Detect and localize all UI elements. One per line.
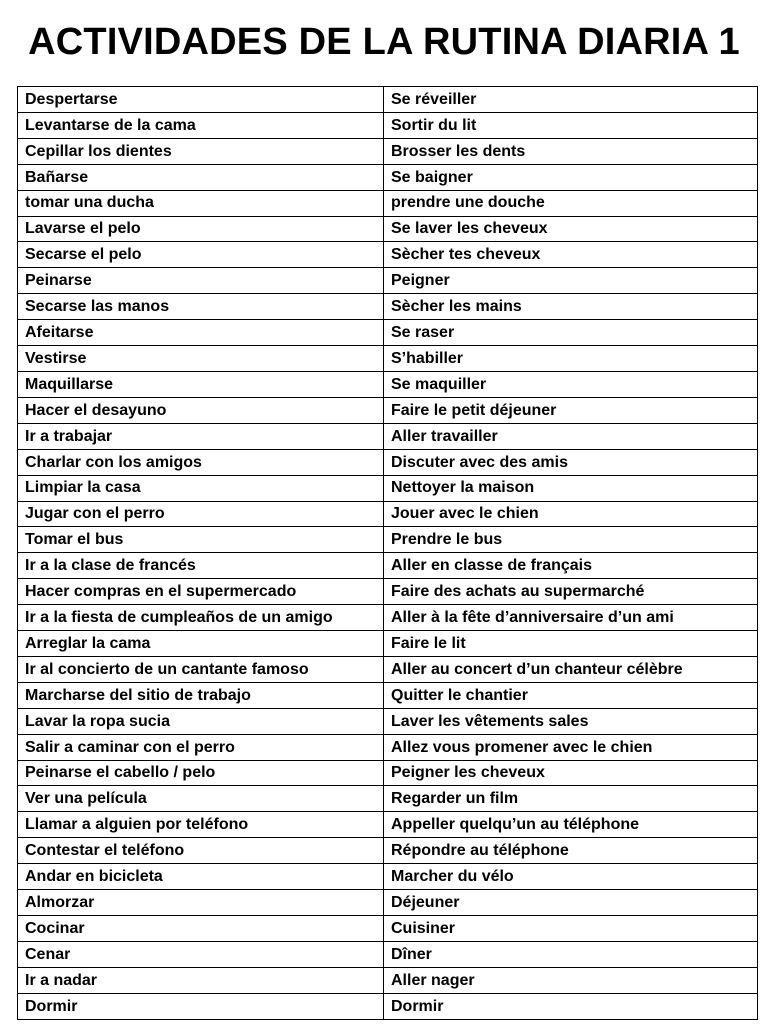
table-row — [18, 242, 758, 268]
table-row — [18, 346, 758, 372]
spanish-term-cell: Lavarse el pelo — [18, 216, 384, 242]
table-row — [18, 294, 758, 320]
page-title: ACTIVIDADES DE LA RUTINA DIARIA 1 — [28, 21, 740, 63]
french-term-cell: Sècher tes cheveux — [384, 242, 758, 268]
french-term-cell: Sècher les mains — [384, 294, 758, 320]
french-term-cell: Aller au concert d’un chanteur célèbre — [384, 656, 758, 682]
french-term-cell: Regarder un film — [384, 786, 758, 812]
table-row — [18, 268, 758, 294]
french-term-cell: S’habiller — [384, 346, 758, 372]
french-term-cell: Aller en classe de français — [384, 553, 758, 579]
french-term-cell: Peigner — [384, 268, 758, 294]
spanish-term-cell: Afeitarse — [18, 320, 384, 346]
table-row — [18, 216, 758, 242]
french-term-cell: Peigner les cheveux — [384, 760, 758, 786]
table-row — [18, 941, 758, 967]
table-row — [18, 138, 758, 164]
table-row — [18, 112, 758, 138]
french-term-cell: Se réveiller — [384, 87, 758, 113]
table-row — [18, 164, 758, 190]
table-row — [18, 864, 758, 890]
table-row — [18, 423, 758, 449]
spanish-term-cell: Ir al concierto de un cantante famoso — [18, 656, 384, 682]
spanish-term-cell: Ver una película — [18, 786, 384, 812]
spanish-term-cell: Limpiar la casa — [18, 475, 384, 501]
table-row — [18, 190, 758, 216]
spanish-term-cell: Hacer compras en el supermercado — [18, 579, 384, 605]
french-term-cell: Discuter avec des amis — [384, 449, 758, 475]
table-row — [18, 656, 758, 682]
table-row — [18, 890, 758, 916]
spanish-term-cell: Peinarse — [18, 268, 384, 294]
french-term-cell: Jouer avec le chien — [384, 501, 758, 527]
french-term-cell: Aller nager — [384, 967, 758, 993]
french-term-cell: Aller travailler — [384, 423, 758, 449]
table-row — [18, 320, 758, 346]
spanish-term-cell: Tomar el bus — [18, 527, 384, 553]
french-term-cell: Quitter le chantier — [384, 682, 758, 708]
table-row — [18, 838, 758, 864]
french-term-cell: Nettoyer la maison — [384, 475, 758, 501]
table-row — [18, 812, 758, 838]
spanish-term-cell: tomar una ducha — [18, 190, 384, 216]
spanish-term-cell: Dormir — [18, 993, 384, 1019]
table-row — [18, 786, 758, 812]
spanish-term-cell: Secarse las manos — [18, 294, 384, 320]
table-row — [18, 631, 758, 657]
spanish-term-cell: Contestar el teléfono — [18, 838, 384, 864]
french-term-cell: Laver les vêtements sales — [384, 708, 758, 734]
french-term-cell: Se raser — [384, 320, 758, 346]
french-term-cell: Faire le petit déjeuner — [384, 397, 758, 423]
table-row — [18, 605, 758, 631]
spanish-term-cell: Ir a la clase de francés — [18, 553, 384, 579]
spanish-term-cell: Bañarse — [18, 164, 384, 190]
french-term-cell: Se baigner — [384, 164, 758, 190]
spanish-term-cell: Hacer el desayuno — [18, 397, 384, 423]
french-term-cell: prendre une douche — [384, 190, 758, 216]
table-row — [18, 579, 758, 605]
french-term-cell: Marcher du vélo — [384, 864, 758, 890]
spanish-term-cell: Jugar con el perro — [18, 501, 384, 527]
french-term-cell: Déjeuner — [384, 890, 758, 916]
french-term-cell: Faire le lit — [384, 631, 758, 657]
spanish-term-cell: Secarse el pelo — [18, 242, 384, 268]
spanish-term-cell: Ir a nadar — [18, 967, 384, 993]
table-row — [18, 734, 758, 760]
spanish-term-cell: Salir a caminar con el perro — [18, 734, 384, 760]
table-row — [18, 501, 758, 527]
vocabulary-table — [17, 86, 758, 1020]
spanish-term-cell: Llamar a alguien por teléfono — [18, 812, 384, 838]
spanish-term-cell: Ir a la fiesta de cumpleaños de un amigo — [18, 605, 384, 631]
table-row — [18, 916, 758, 942]
table-row — [18, 708, 758, 734]
table-row — [18, 760, 758, 786]
table-row — [18, 371, 758, 397]
spanish-term-cell: Despertarse — [18, 87, 384, 113]
table-row — [18, 993, 758, 1019]
spanish-term-cell: Cepillar los dientes — [18, 138, 384, 164]
table-row — [18, 553, 758, 579]
french-term-cell: Se maquiller — [384, 371, 758, 397]
table-row — [18, 449, 758, 475]
french-term-cell: Prendre le bus — [384, 527, 758, 553]
spanish-term-cell: Arreglar la cama — [18, 631, 384, 657]
french-term-cell: Allez vous promener avec le chien — [384, 734, 758, 760]
french-term-cell: Se laver les cheveux — [384, 216, 758, 242]
spanish-term-cell: Vestirse — [18, 346, 384, 372]
french-term-cell: Brosser les dents — [384, 138, 758, 164]
spanish-term-cell: Marcharse del sitio de trabajo — [18, 682, 384, 708]
table-row — [18, 967, 758, 993]
spanish-term-cell: Almorzar — [18, 890, 384, 916]
french-term-cell: Dormir — [384, 993, 758, 1019]
spanish-term-cell: Lavar la ropa sucia — [18, 708, 384, 734]
table-row — [18, 397, 758, 423]
french-term-cell: Sortir du lit — [384, 112, 758, 138]
table-row — [18, 527, 758, 553]
table-row — [18, 87, 758, 113]
spanish-term-cell: Maquillarse — [18, 371, 384, 397]
french-term-cell: Aller à la fête d’anniversaire d’un ami — [384, 605, 758, 631]
spanish-term-cell: Ir a trabajar — [18, 423, 384, 449]
french-term-cell: Cuisiner — [384, 916, 758, 942]
table-row — [18, 682, 758, 708]
french-term-cell: Appeller quelqu’un au téléphone — [384, 812, 758, 838]
spanish-term-cell: Andar en bicicleta — [18, 864, 384, 890]
spanish-term-cell: Cocinar — [18, 916, 384, 942]
spanish-term-cell: Cenar — [18, 941, 384, 967]
spanish-term-cell: Peinarse el cabello / pelo — [18, 760, 384, 786]
french-term-cell: Répondre au téléphone — [384, 838, 758, 864]
spanish-term-cell: Charlar con los amigos — [18, 449, 384, 475]
french-term-cell: Faire des achats au supermarché — [384, 579, 758, 605]
vocabulary-table-body — [18, 87, 758, 1020]
spanish-term-cell: Levantarse de la cama — [18, 112, 384, 138]
french-term-cell: Dîner — [384, 941, 758, 967]
table-row — [18, 475, 758, 501]
